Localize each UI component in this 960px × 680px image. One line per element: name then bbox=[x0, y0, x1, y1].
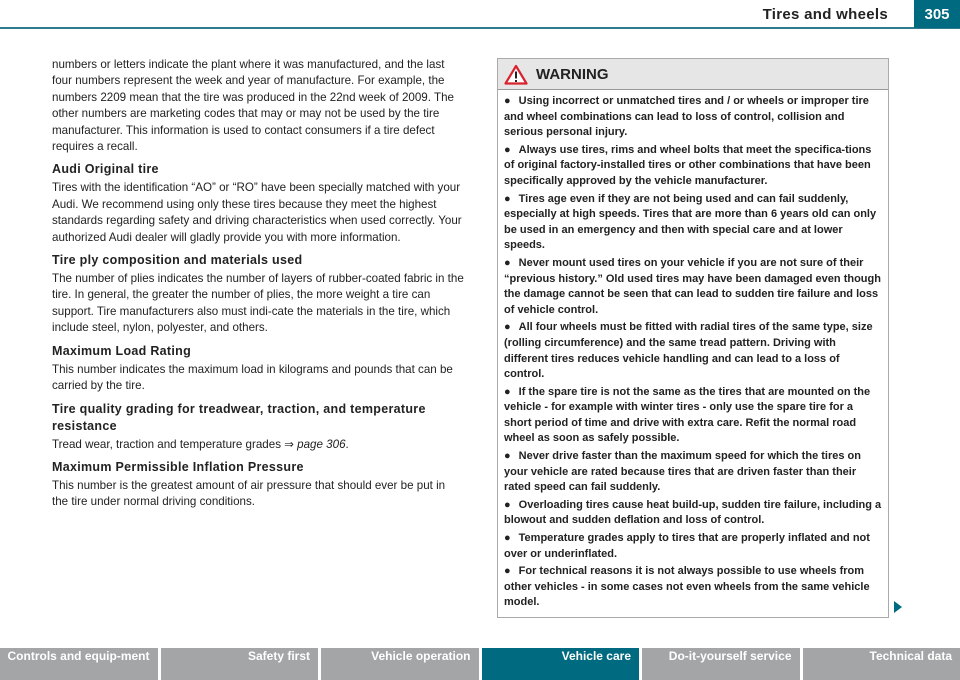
warning-item-text: Tires age even if they are not being used and can fail suddenly, especially at high speeds. Tires that are more than 6 years old can only be used in an emergency and then with special care and at lower speeds. bbox=[504, 192, 877, 252]
section-heading: Maximum Permissible Inflation Pressure bbox=[52, 459, 304, 474]
warning-item-text: Never mount used tires on your vehicle if you are not sure of their “previous history.” Old used tires may have been damaged even though the damage cannot be seen that can lead to sudden tire failure and loss of vehicle control. bbox=[504, 256, 881, 316]
section-heading: Audi Original tire bbox=[52, 162, 159, 177]
bullet-icon: ● bbox=[504, 143, 511, 156]
section-body bbox=[52, 437, 464, 453]
chapter-title: Tires and wheels bbox=[762, 6, 888, 23]
warning-item bbox=[504, 564, 882, 611]
warning-item-text: For technical reasons it is not always possible to use wheels from other vehicles - in some cases not even wheels from the same vehicle model. bbox=[504, 565, 870, 609]
warning-box bbox=[497, 58, 889, 618]
page-link[interactable]: page 306 bbox=[297, 437, 346, 451]
warning-item bbox=[504, 320, 882, 382]
warning-item bbox=[504, 498, 882, 529]
section-text: Tread wear, traction and temperature grades ⇒ bbox=[52, 437, 298, 451]
section-heading: Maximum Load Rating bbox=[52, 343, 192, 358]
chapter-tab[interactable]: Safety first bbox=[161, 648, 319, 680]
section-body bbox=[52, 478, 464, 511]
warning-item bbox=[504, 192, 882, 254]
section-text-end: . bbox=[345, 437, 349, 451]
header-rule bbox=[0, 27, 960, 29]
section-heading: Tire quality grading for treadwear, traction, and temperature resistance bbox=[52, 401, 426, 433]
chapter-tab[interactable]: Do-it-yourself service bbox=[642, 648, 800, 680]
warning-item bbox=[504, 531, 882, 562]
warning-item bbox=[504, 256, 882, 318]
warning-item-text: Overloading tires cause heat build-up, sudden tire failure, including a blowout and sudden deflation and loss of control. bbox=[504, 498, 882, 527]
bullet-icon: ● bbox=[504, 532, 511, 545]
bullet-icon: ● bbox=[504, 498, 511, 511]
chapter-nav bbox=[0, 648, 960, 680]
section-heading: Tire ply composition and materials used bbox=[52, 253, 303, 268]
chapter-tab[interactable]: Technical data bbox=[803, 648, 960, 680]
section-text: This number is the greatest amount of air pressure that should ever be put in the tire under normal driving conditions. bbox=[52, 478, 446, 509]
bullet-icon: ● bbox=[504, 256, 511, 269]
warning-item-text: Never drive faster than the maximum speed for which the tires on your vehicle are rated because tires that are driven faster than their rated speed can fail suddenly. bbox=[504, 450, 861, 494]
bullet-icon: ● bbox=[504, 450, 511, 463]
warning-item-text: All four wheels must be fitted with radial tires of the same type, size (rolling circumference) and the same tread pattern. Driving with different tires reduces vehicle handling and can lead to a loss of control. bbox=[504, 321, 873, 381]
bullet-icon: ● bbox=[504, 565, 511, 578]
bullet-icon: ● bbox=[504, 321, 511, 334]
warning-item bbox=[504, 143, 882, 190]
warning-item-text: If the spare tire is not the same as the tires that are mounted on the vehicle - for example with winter tires - only use the spare tire for a short period of time and drive with extra care. Refit the normal road wheel as soon as safely possible. bbox=[504, 385, 871, 445]
warning-item-text: Temperature grades apply to tires that are properly inflated and not over or underinflated. bbox=[504, 532, 870, 560]
bullet-icon: ● bbox=[504, 385, 511, 398]
section-text: Tires with the identification “AO” or “RO” have been specially matched with your Audi. We recommend using only these tires because they meet the highest standards regarding safety and driving characteristics when used correctly. Your authorized Audi dealer will gladly provide you with more information. bbox=[52, 181, 462, 244]
bullet-icon: ● bbox=[504, 95, 511, 107]
warning-item bbox=[504, 449, 882, 496]
warning-body bbox=[498, 90, 888, 617]
warning-item-text: Using incorrect or unmatched tires and / or wheels or improper tire and wheel combinations can lead to loss of control, collision and serious personal injury. bbox=[504, 95, 869, 139]
chapter-tab[interactable]: Vehicle operation bbox=[321, 648, 479, 680]
section-body bbox=[52, 271, 464, 337]
warning-item-text: Always use tires, rims and wheel bolts that meet the specifica-tions of original factory-installed tires or other combinations that have been specifically approved by the vehicle manufacturer. bbox=[504, 143, 872, 187]
section-body bbox=[52, 180, 464, 246]
warning-header bbox=[498, 59, 888, 90]
section-text: The number of plies indicates the number of layers of rubber-coated fabric in the tire. In general, the greater the number of plies, the more weight a tire can support. Tire manufacturers also must indi-cate the materials in the tire, which include steel, nylon, polyester, and others. bbox=[52, 272, 464, 335]
section-text: This number indicates the maximum load in kilograms and pounds that can be carried by the tire. bbox=[52, 362, 453, 393]
bullet-icon: ● bbox=[504, 192, 511, 205]
warning-item bbox=[504, 94, 882, 141]
chapter-tab[interactable]: Controls and equip-ment bbox=[0, 648, 158, 680]
intro-paragraph: numbers or letters indicate the plant where it was manufactured, and the last four numbers represent the week and year of manufacture. For example, the numbers 2209 mean that the tire was produced in the 22nd week of 2009. The other numbers are marketing codes that may or may not be used by the tire manufacturer. This information is used to contact consumers if a tire defect requires a recall. bbox=[52, 58, 454, 154]
continue-arrow-icon bbox=[894, 601, 902, 613]
left-column bbox=[52, 57, 464, 511]
warning-title: WARNING bbox=[536, 65, 609, 83]
page-number: 305 bbox=[914, 0, 960, 28]
warning-triangle-icon bbox=[504, 64, 528, 85]
section-body bbox=[52, 362, 464, 395]
chapter-tab[interactable]: Vehicle care bbox=[482, 648, 640, 680]
warning-item bbox=[504, 385, 882, 447]
